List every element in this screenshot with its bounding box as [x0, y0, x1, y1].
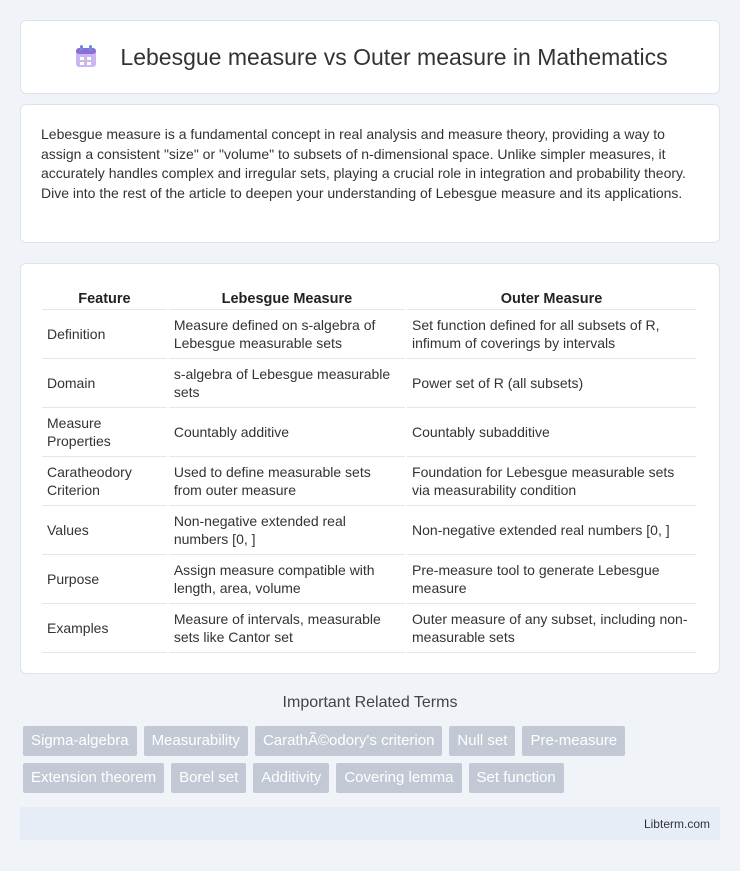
- cell-feature: Caratheodory Criterion: [42, 457, 167, 506]
- related-term-tag[interactable]: Borel set: [171, 763, 246, 793]
- related-term-tag[interactable]: Null set: [449, 726, 515, 756]
- intro-card: [20, 104, 720, 243]
- cell-outer: Non-negative extended real numbers [0, ]: [407, 506, 696, 555]
- header-lebesgue: Lebesgue Measure: [169, 284, 405, 310]
- table-header-row: [42, 284, 696, 310]
- table-row: [42, 359, 696, 408]
- cell-feature: Purpose: [42, 555, 167, 604]
- cell-lebesgue: Measure of intervals, measurable sets like Cantor set: [169, 604, 405, 653]
- table-row: [42, 310, 696, 359]
- related-term-tag[interactable]: Set function: [469, 763, 564, 793]
- cell-lebesgue: Countably additive: [169, 408, 405, 457]
- cell-lebesgue: s-algebra of Lebesgue measurable sets: [169, 359, 405, 408]
- footer: [20, 807, 720, 840]
- related-term-tag[interactable]: Sigma-algebra: [23, 726, 137, 756]
- table-row: [42, 408, 696, 457]
- cell-lebesgue: Assign measure compatible with length, area, volume: [169, 555, 405, 604]
- comparison-card: [20, 263, 720, 674]
- cell-outer: Power set of R (all subsets): [407, 359, 696, 408]
- cell-feature: Values: [42, 506, 167, 555]
- title-card: [20, 20, 720, 94]
- intro-paragraph: Lebesgue measure is a fundamental concept in real analysis and measure theory, providing a way to assign a consistent "size" or "volume" to subsets of n-dimensional space. Unlike simpler measures, it accurately handles complex and irregular sets, playing a crucial role in integration and probability theory. Dive into the rest of the article to deepen your understanding of Lebesgue measure and its applications.: [41, 126, 686, 201]
- related-term-tag[interactable]: Additivity: [253, 763, 329, 793]
- cell-outer: Foundation for Lebesgue measurable sets via measurability condition: [407, 457, 696, 506]
- comparison-table: [40, 284, 698, 653]
- related-term-tag[interactable]: Measurability: [144, 726, 248, 756]
- cell-feature: Examples: [42, 604, 167, 653]
- related-term-tag[interactable]: Pre-measure: [522, 726, 625, 756]
- page-title: Lebesgue measure vs Outer measure in Mathematics: [120, 43, 668, 70]
- cell-feature: Measure Properties: [42, 408, 167, 457]
- cell-feature: Definition: [42, 310, 167, 359]
- cell-feature: Domain: [42, 359, 167, 408]
- cell-outer: Pre-measure tool to generate Lebesgue measure: [407, 555, 696, 604]
- table-row: [42, 604, 696, 653]
- related-term-tag[interactable]: CarathÃ©odory's criterion: [255, 726, 442, 756]
- calendar-icon: [72, 43, 100, 71]
- header-feature: Feature: [42, 284, 167, 310]
- table-row: [42, 457, 696, 506]
- table-row: [42, 506, 696, 555]
- cell-outer: Countably subadditive: [407, 408, 696, 457]
- related-terms-list: [23, 726, 723, 793]
- related-term-tag[interactable]: Extension theorem: [23, 763, 164, 793]
- cell-lebesgue: Non-negative extended real numbers [0, ]: [169, 506, 405, 555]
- cell-lebesgue: Measure defined on s-algebra of Lebesgue measurable sets: [169, 310, 405, 359]
- header-outer: Outer Measure: [407, 284, 696, 310]
- related-term-tag[interactable]: Covering lemma: [336, 763, 461, 793]
- cell-outer: Set function defined for all subsets of R, infimum of coverings by intervals: [407, 310, 696, 359]
- related-terms-title: Important Related Terms: [282, 694, 458, 711]
- table-row: [42, 555, 696, 604]
- footer-site-link[interactable]: Libterm.com: [643, 816, 710, 831]
- cell-outer: Outer measure of any subset, including non-measurable sets: [407, 604, 696, 653]
- cell-lebesgue: Used to define measurable sets from outer measure: [169, 457, 405, 506]
